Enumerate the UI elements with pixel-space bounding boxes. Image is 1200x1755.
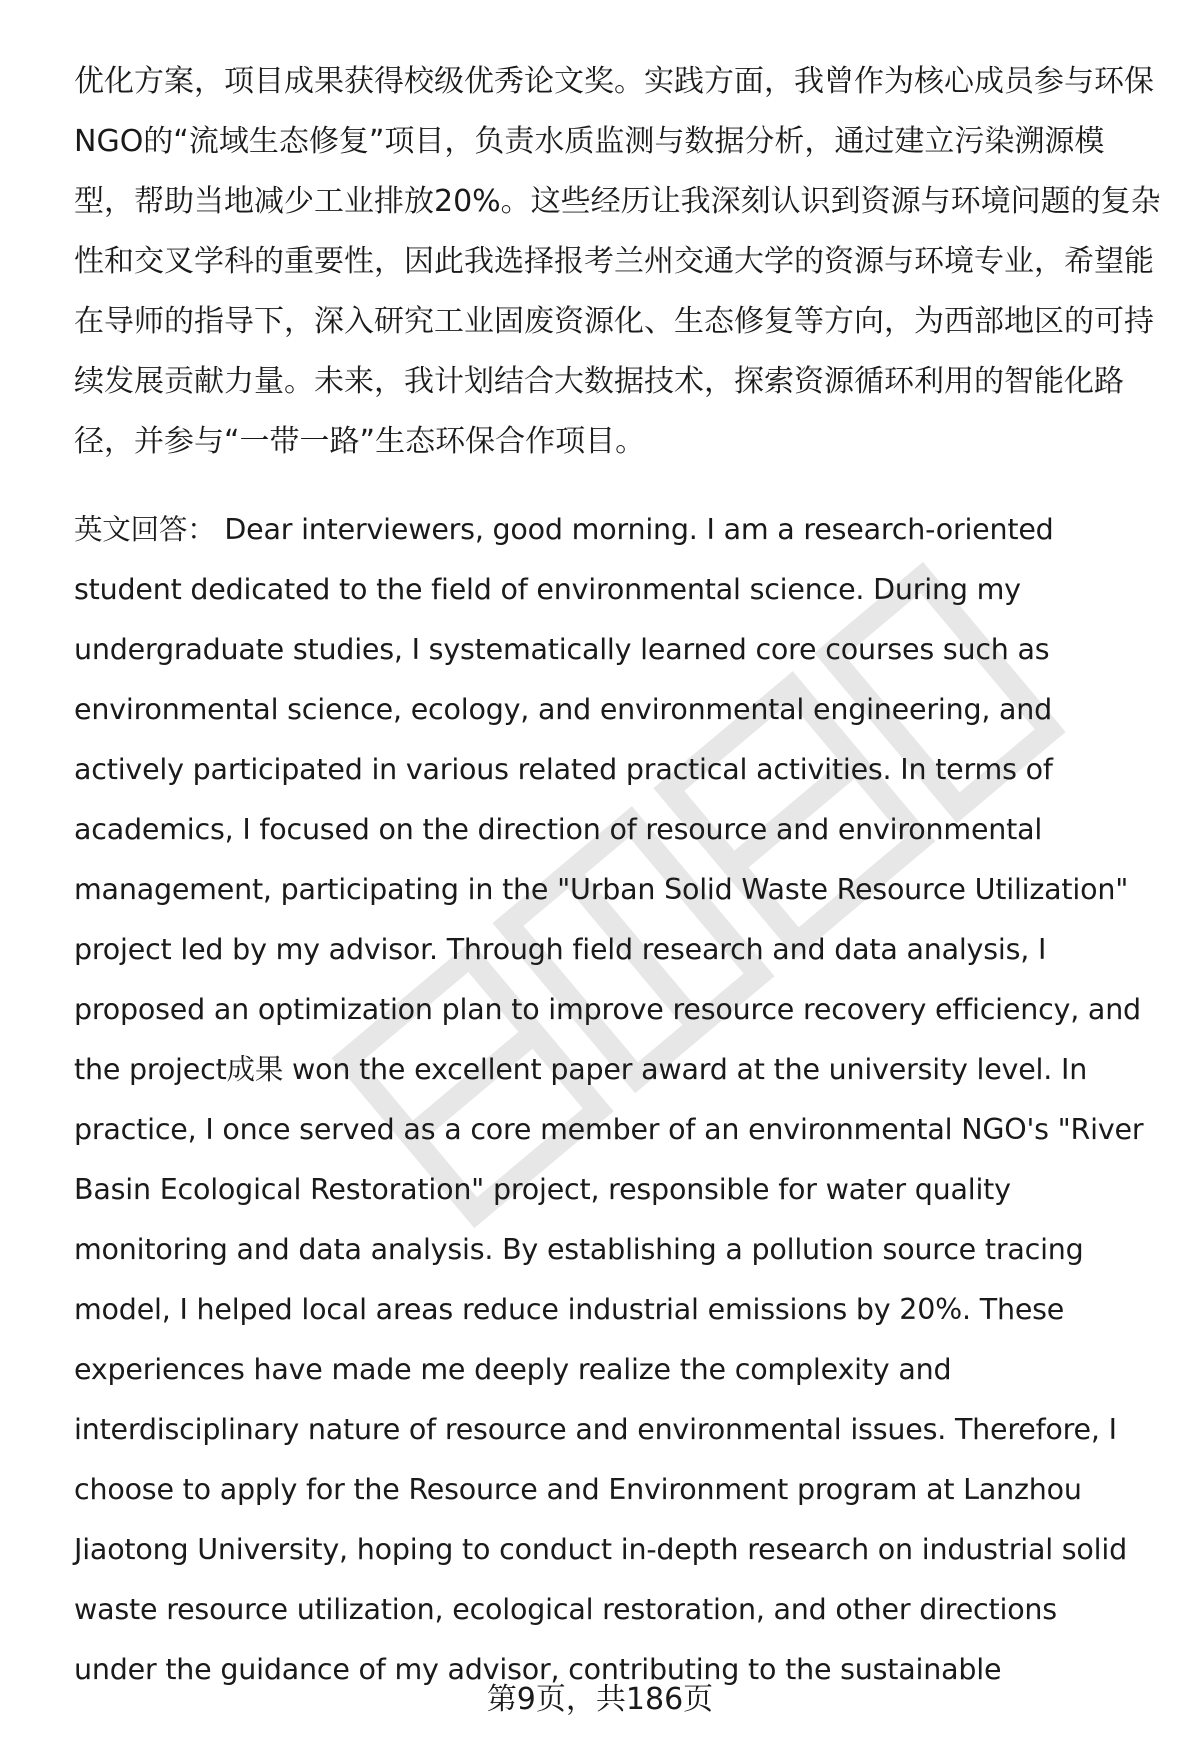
text-line: model, I helped local areas reduce industrial emissions by 20%. These bbox=[74, 1293, 1065, 1326]
paragraph-spacer bbox=[74, 472, 1154, 500]
text-line: 径，并参与“一带一路”生态环保合作项目。 bbox=[74, 424, 646, 459]
text-line: choose to apply for the Resource and Environment program at Lanzhou bbox=[74, 1473, 1082, 1506]
text-line: Basin Ecological Restoration" project, responsible for water quality bbox=[74, 1173, 1011, 1206]
text-line: management, participating in the "Urban Solid Waste Resource Utilization" bbox=[74, 873, 1129, 906]
text-line: 英文回答： Dear interviewers, good morning. I am a research-oriented bbox=[74, 513, 1054, 546]
text-line: experiences have made me deeply realize the complexity and bbox=[74, 1353, 952, 1386]
text-line: undergraduate studies, I systematically learned core courses such as bbox=[74, 633, 1050, 666]
text-line: environmental science, ecology, and environmental engineering, and bbox=[74, 693, 1053, 726]
text-line: 型，帮助当地减少工业排放20%。这些经历让我深刻认识到资源与环境问题的复杂 bbox=[74, 184, 1161, 219]
text-line: student dedicated to the field of environmental science. During my bbox=[74, 573, 1021, 606]
text-line: interdisciplinary nature of resource and environmental issues. Therefore, I bbox=[74, 1413, 1117, 1446]
text-line: NGO的“流域生态修复”项目，负责水质监测与数据分析，通过建立污染溯源模 bbox=[74, 124, 1105, 159]
text-line: proposed an optimization plan to improve resource recovery efficiency, and bbox=[74, 993, 1141, 1026]
text-line: 在导师的指导下，深入研究工业固废资源化、生态修复等方向，为西部地区的可持 bbox=[74, 304, 1154, 339]
page-number-footer: 第9页，共186页 bbox=[486, 1682, 714, 1717]
chinese-answer-paragraph bbox=[74, 52, 1161, 472]
document-body bbox=[74, 52, 1161, 1700]
english-answer-paragraph bbox=[74, 500, 1154, 1700]
text-line: the project成果 won the excellent paper award at the university level. In bbox=[74, 1053, 1088, 1086]
text-line: under the guidance of my advisor, contributing to the sustainable bbox=[74, 1653, 1002, 1686]
text-line: waste resource utilization, ecological restoration, and other directions bbox=[74, 1593, 1057, 1626]
text-line: monitoring and data analysis. By establishing a pollution source tracing bbox=[74, 1233, 1084, 1266]
text-line: 优化方案，项目成果获得校级优秀论文奖。实践方面，我曾作为核心成员参与环保 bbox=[74, 64, 1154, 99]
text-line: practice, I once served as a core member of an environmental NGO's "River bbox=[74, 1113, 1144, 1146]
text-line: actively participated in various related practical activities. In terms of bbox=[74, 753, 1053, 786]
text-line: project led by my advisor. Through field research and data analysis, I bbox=[74, 933, 1047, 966]
text-line: Jiaotong University, hoping to conduct in-depth research on industrial solid bbox=[74, 1533, 1127, 1566]
text-line: 续发展贡献力量。未来，我计划结合大数据技术，探索资源循环利用的智能化路 bbox=[74, 364, 1124, 399]
text-line: academics, I focused on the direction of resource and environmental bbox=[74, 813, 1043, 846]
text-line: 性和交叉学科的重要性，因此我选择报考兰州交通大学的资源与环境专业，希望能 bbox=[74, 244, 1154, 279]
